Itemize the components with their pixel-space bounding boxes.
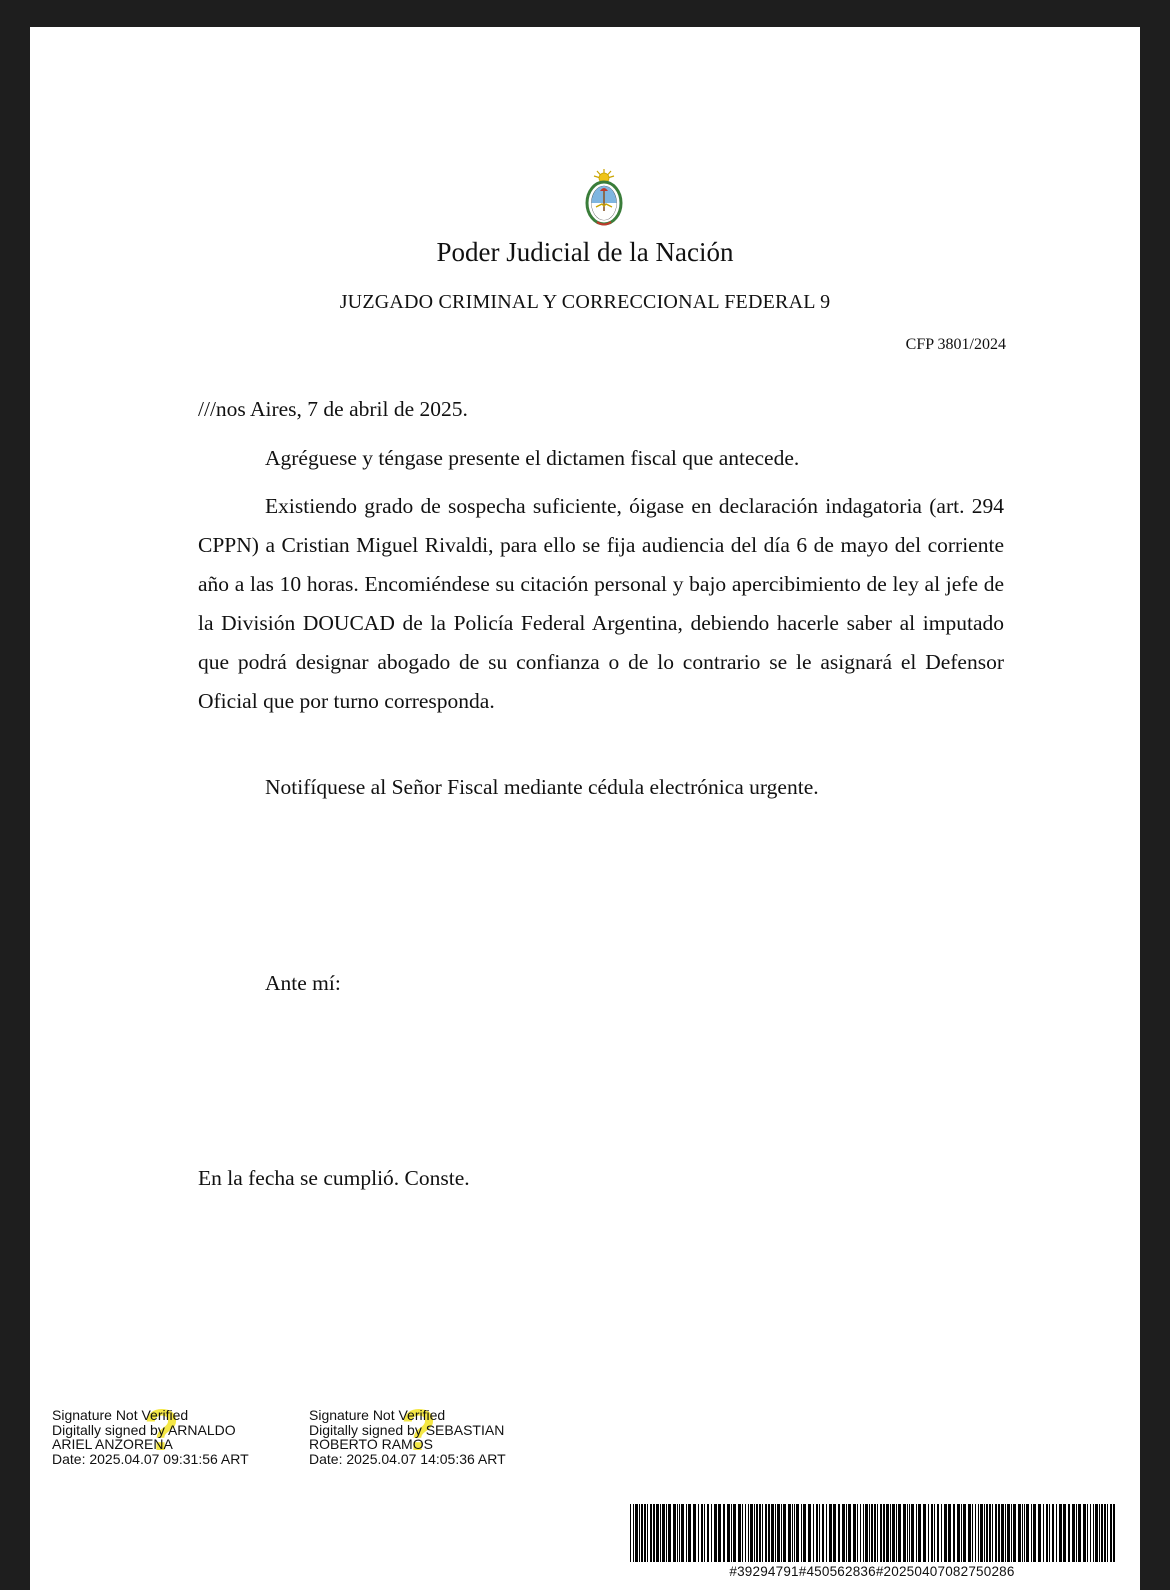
barcode-bar [808, 1504, 811, 1562]
barcode-bar [723, 1504, 725, 1562]
barcode-bar [745, 1504, 746, 1562]
barcode-bar [801, 1504, 802, 1562]
barcode-bar [748, 1504, 749, 1562]
barcode-bar [1104, 1504, 1106, 1562]
barcode-bar [701, 1504, 703, 1562]
barcode-bar [718, 1504, 721, 1562]
barcode-bar [647, 1504, 648, 1562]
barcode-bar [883, 1504, 885, 1562]
barcode-bar [972, 1504, 973, 1562]
document-page [30, 27, 1140, 1590]
barcode-bar [916, 1504, 917, 1562]
barcode-bar [892, 1504, 895, 1562]
page-title: Poder Judicial de la Nación [436, 237, 734, 267]
barcode-bar [860, 1504, 861, 1562]
signature-question-icon: ? [401, 1398, 437, 1463]
barcode-bar [995, 1504, 997, 1562]
barcode-bar [781, 1504, 782, 1562]
barcode-bar [714, 1504, 717, 1562]
barcode-bar [918, 1504, 921, 1562]
barcode-bar [754, 1504, 755, 1562]
barcode-bar [998, 1504, 1000, 1562]
barcode-bar [1090, 1504, 1091, 1562]
barcode-bar [762, 1504, 763, 1562]
barcode-bar [803, 1504, 806, 1562]
barcode-bar [986, 1504, 988, 1562]
barcode-bar [909, 1504, 910, 1562]
barcode-bar [679, 1504, 680, 1562]
barcode-bar [733, 1504, 736, 1562]
barcode-bar [846, 1504, 847, 1562]
barcode-bar [731, 1504, 732, 1562]
argentina-coat-of-arms-icon [583, 167, 625, 229]
barcode-bar [869, 1504, 870, 1562]
case-number: CFP 3801/2024 [905, 336, 1006, 353]
barcode-bar [1031, 1504, 1032, 1562]
barcode-bar [639, 1504, 640, 1562]
barcode-bar [759, 1504, 761, 1562]
signature-signed-by: Digitally signed by SEBASTIAN [309, 1421, 505, 1438]
barcode-bar [857, 1504, 858, 1562]
barcode-bar [826, 1504, 827, 1562]
barcode-bar [768, 1504, 770, 1562]
barcode-bar [968, 1504, 971, 1562]
barcode-bar [1059, 1504, 1062, 1562]
barcode-bar [796, 1504, 799, 1562]
signature-signed-by: Digitally signed by ARNALDO [52, 1421, 236, 1438]
barcode-bar [934, 1504, 935, 1562]
barcode-bar [635, 1504, 638, 1562]
barcode-bar [698, 1504, 699, 1562]
barcode-bar [783, 1504, 786, 1562]
barcode-bar [693, 1504, 696, 1562]
barcode-bar [886, 1504, 889, 1562]
barcode-bar [771, 1504, 774, 1562]
barcode-bar [650, 1504, 652, 1562]
barcode-bar [1018, 1504, 1021, 1562]
barcode-bar [928, 1504, 929, 1562]
barcode-bar [944, 1504, 947, 1562]
barcode-bar [838, 1504, 840, 1562]
barcode-bar [1078, 1504, 1081, 1562]
barcode-bar [630, 1504, 631, 1562]
barcode-bar [666, 1504, 667, 1562]
signature-block-1[interactable] [52, 1398, 282, 1467]
barcode-number: #39294791#450562836#20250407082750286 [729, 1564, 1015, 1579]
barcode-bar [874, 1504, 876, 1562]
barcode-bar [819, 1504, 820, 1562]
barcode-bar [989, 1504, 991, 1562]
barcode-bar [788, 1504, 791, 1562]
barcode-bar [794, 1504, 795, 1562]
barcode-bar [1063, 1504, 1066, 1562]
barcode-bar [756, 1504, 758, 1562]
barcode-bar [1046, 1504, 1048, 1562]
barcode-bar [750, 1504, 753, 1562]
date-line: ///nos Aires, 7 de abril de 2025. [198, 397, 468, 421]
signature-signer-name: ROBERTO RAMOS [309, 1436, 433, 1452]
barcode-bar [1072, 1504, 1075, 1562]
barcode-bar [813, 1504, 814, 1562]
barcode-bar [653, 1504, 655, 1562]
barcode-bar [822, 1504, 824, 1562]
paragraph-3: Notifíquese al Señor Fiscal mediante cédula electrónica urgente. [265, 775, 819, 799]
barcode-bar [727, 1504, 730, 1562]
barcode-bar [865, 1504, 868, 1562]
barcode-bar [711, 1504, 712, 1562]
barcode-bar [953, 1504, 955, 1562]
barcode-bar [890, 1504, 891, 1562]
barcode-bar [907, 1504, 908, 1562]
barcode-bar [1110, 1504, 1112, 1562]
barcode-bar [668, 1504, 671, 1562]
barcode-bar [957, 1504, 960, 1562]
barcode-bar [738, 1504, 741, 1562]
barcode-bar [903, 1504, 906, 1562]
barcode-bar [863, 1504, 864, 1562]
barcode-bar [1087, 1504, 1088, 1562]
barcode-bar [931, 1504, 933, 1562]
barcode-bar [1013, 1504, 1016, 1562]
barcode-bar [877, 1504, 878, 1562]
signature-date: Date: 2025.04.07 09:31:56 ART [52, 1450, 249, 1467]
barcode-bar [1093, 1504, 1094, 1562]
signature-block-2[interactable] [309, 1398, 539, 1467]
barcode-bar [662, 1504, 665, 1562]
barcode-bar [816, 1504, 818, 1562]
barcode-bar [707, 1504, 709, 1562]
barcode-bar [660, 1504, 661, 1562]
ante-mi-label: Ante mí: [265, 971, 341, 995]
barcode-bar [963, 1504, 966, 1562]
barcode-bar [1076, 1504, 1077, 1562]
barcode-bar [896, 1504, 897, 1562]
barcode-bar [686, 1504, 687, 1562]
barcode-bar [704, 1504, 705, 1562]
barcode-bar [829, 1504, 832, 1562]
barcode-bar [1005, 1504, 1006, 1562]
paragraph-1: Agréguese y téngase presente el dictamen fiscal que antecede. [265, 446, 800, 470]
barcode-bar [777, 1504, 780, 1562]
barcode-bar [644, 1504, 646, 1562]
barcode-bar [1099, 1504, 1100, 1562]
fecha-line: En la fecha se cumplió. Conste. [198, 1166, 470, 1190]
court-name: JUZGADO CRIMINAL Y CORRECCIONAL FEDERAL 9 [339, 291, 831, 313]
barcode-bar [941, 1504, 942, 1562]
barcode [628, 1504, 1116, 1562]
barcode-bar [688, 1504, 691, 1562]
barcode-bar [898, 1504, 901, 1562]
barcode-bar [1068, 1504, 1070, 1562]
barcode-bar [1113, 1504, 1115, 1562]
barcode-bar [633, 1504, 634, 1562]
barcode-bar [871, 1504, 873, 1562]
barcode-bar [1033, 1504, 1036, 1562]
barcode-bar [1001, 1504, 1004, 1562]
barcode-bar [1043, 1504, 1044, 1562]
signature-signer-name: ARIEL ANZORENA [52, 1436, 173, 1452]
barcode-bar [1007, 1504, 1010, 1562]
barcode-bar [1095, 1504, 1098, 1562]
barcode-bar [742, 1504, 743, 1562]
barcode-bar [775, 1504, 776, 1562]
barcode-bar [978, 1504, 979, 1562]
barcode-bar [1052, 1504, 1054, 1562]
barcode-bar [961, 1504, 962, 1562]
barcode-bar [681, 1504, 684, 1562]
barcode-bar [1026, 1504, 1029, 1562]
signature-question-icon: ? [144, 1398, 180, 1463]
barcode-bar [1011, 1504, 1012, 1562]
barcode-bar [980, 1504, 983, 1562]
barcode-bar [1024, 1504, 1025, 1562]
barcode-bar [1038, 1504, 1041, 1562]
barcode-bar [992, 1504, 993, 1562]
barcode-bar [848, 1504, 851, 1562]
barcode-bar [853, 1504, 856, 1562]
barcode-bar [948, 1504, 951, 1562]
barcode-bar [1107, 1504, 1108, 1562]
barcode-bar [677, 1504, 678, 1562]
paragraph-2: Existiendo grado de sospecha suficiente, óigase en declaración indagatoria (art. 294 CPPN) a Cristian Miguel Rivaldi, para ello se fija audiencia del día 6 de mayo del corriente año a las 10 horas. Encomiéndese su citación personal y bajo apercibimiento de ley al jefe de la División DOUCAD de la Policía Federal Argentina, debiendo hacerle saber al imputado que podrá designar abogado de su confianza o de lo contrario se le asignará el Defensor Oficial que por turno corresponda. [198, 494, 1004, 713]
signature-status: Signature Not Verified [52, 1407, 189, 1423]
barcode-bar [673, 1504, 676, 1562]
barcode-bar [641, 1504, 643, 1562]
barcode-bar [911, 1504, 914, 1562]
barcode-bar [880, 1504, 882, 1562]
barcode-bar [765, 1504, 767, 1562]
barcode-bar [923, 1504, 926, 1562]
barcode-bar [1022, 1504, 1023, 1562]
barcode-bar [1101, 1504, 1103, 1562]
barcode-bar [1049, 1504, 1050, 1562]
barcode-bar [1083, 1504, 1086, 1562]
barcode-bar [975, 1504, 976, 1562]
barcode-bar [842, 1504, 845, 1562]
barcode-bar [656, 1504, 659, 1562]
signature-date: Date: 2025.04.07 14:05:36 ART [309, 1450, 506, 1467]
barcode-bar [1056, 1504, 1057, 1562]
barcode-bar [984, 1504, 985, 1562]
barcode-bar [833, 1504, 836, 1562]
barcode-bar [792, 1504, 793, 1562]
signature-status: Signature Not Verified [309, 1407, 446, 1423]
barcode-bar [937, 1504, 939, 1562]
